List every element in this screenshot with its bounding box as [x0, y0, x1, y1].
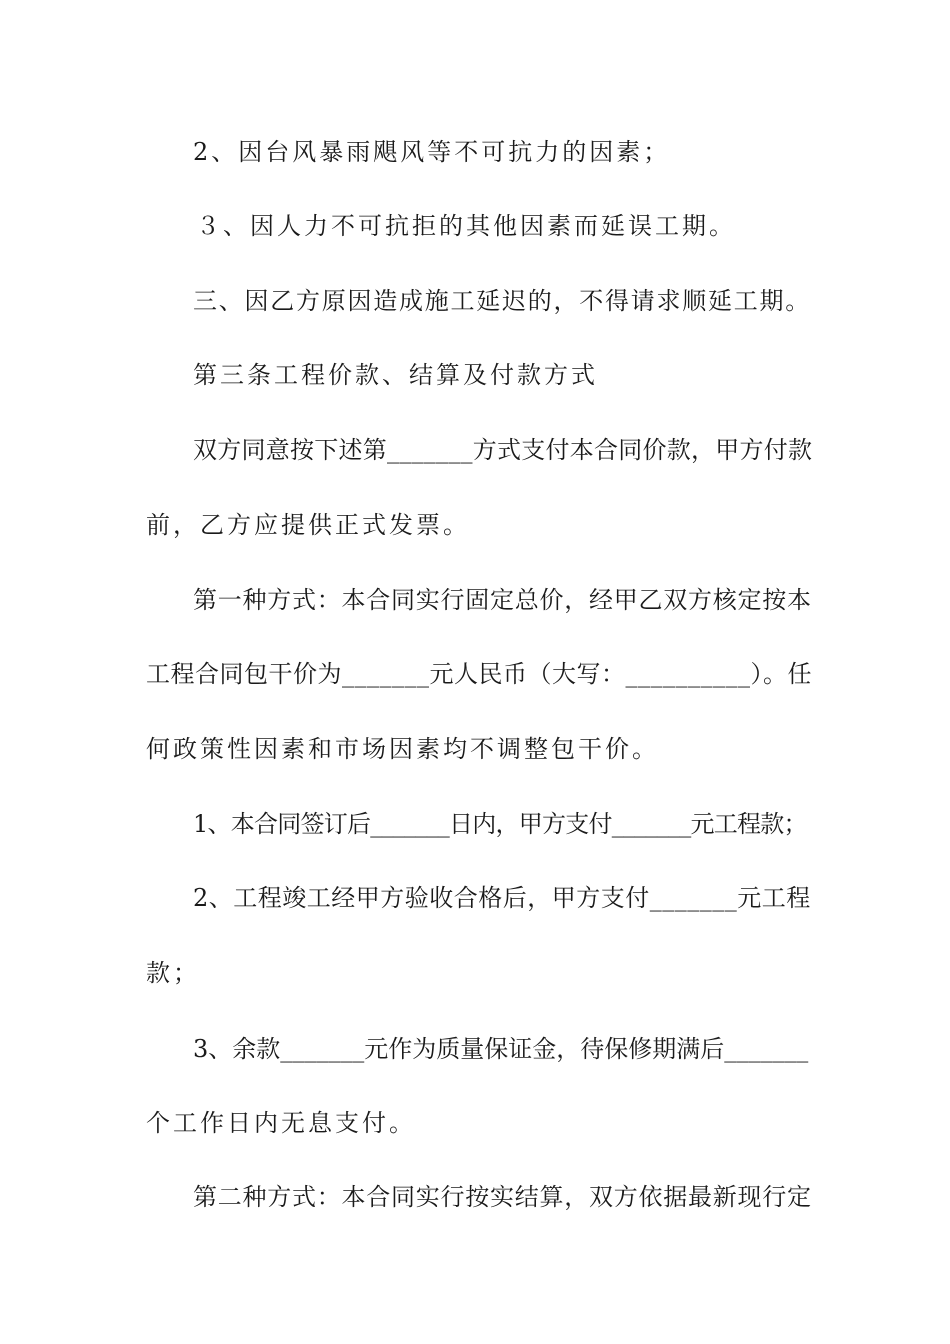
method-two-paragraph: 第二种方式：本合同实行按实结算，双方依据最新现行定 — [193, 1183, 812, 1211]
method-one-paragraph-line-3: 何政策性因素和市场因素均不调整包干价。 — [146, 735, 659, 763]
payment-item-3-continued: 个工作日内无息支付。 — [146, 1109, 416, 1137]
payment-item-2: 2、工程竣工经甲方验收合格后，甲方支付_______元工程 — [193, 884, 811, 912]
payment-item-1: 1、本合同签订后_______日内，甲方支付_______元工程款； — [193, 810, 807, 838]
payment-method-paragraph-continued: 前，乙方应提供正式发票。 — [146, 511, 470, 539]
payment-item-2-continued: 款； — [146, 959, 200, 987]
article-3-heading: 第三条工程价款、结算及付款方式 — [193, 361, 598, 389]
clause-item-2-force-majeure: 2、因台风暴雨飓风等不可抗力的因素； — [193, 138, 671, 166]
method-one-paragraph: 第一种方式：本合同实行固定总价，经甲乙双方核定按本 — [193, 586, 812, 614]
payment-method-paragraph: 双方同意按下述第_______方式支付本合同价款，甲方付款 — [193, 436, 813, 464]
payment-item-3: 3、余款_______元作为质量保证金，待保修期满后_______ — [193, 1035, 809, 1063]
clause-item-3-other-factors: ３、因人力不可抗拒的其他因素而延误工期。 — [196, 212, 736, 240]
method-one-paragraph-line-2: 工程合同包干价为_______元人民币（大写：__________）。任 — [146, 660, 812, 688]
clause-section-3-delay: 三、因乙方原因造成施工延迟的，不得请求顺延工期。 — [193, 287, 811, 315]
